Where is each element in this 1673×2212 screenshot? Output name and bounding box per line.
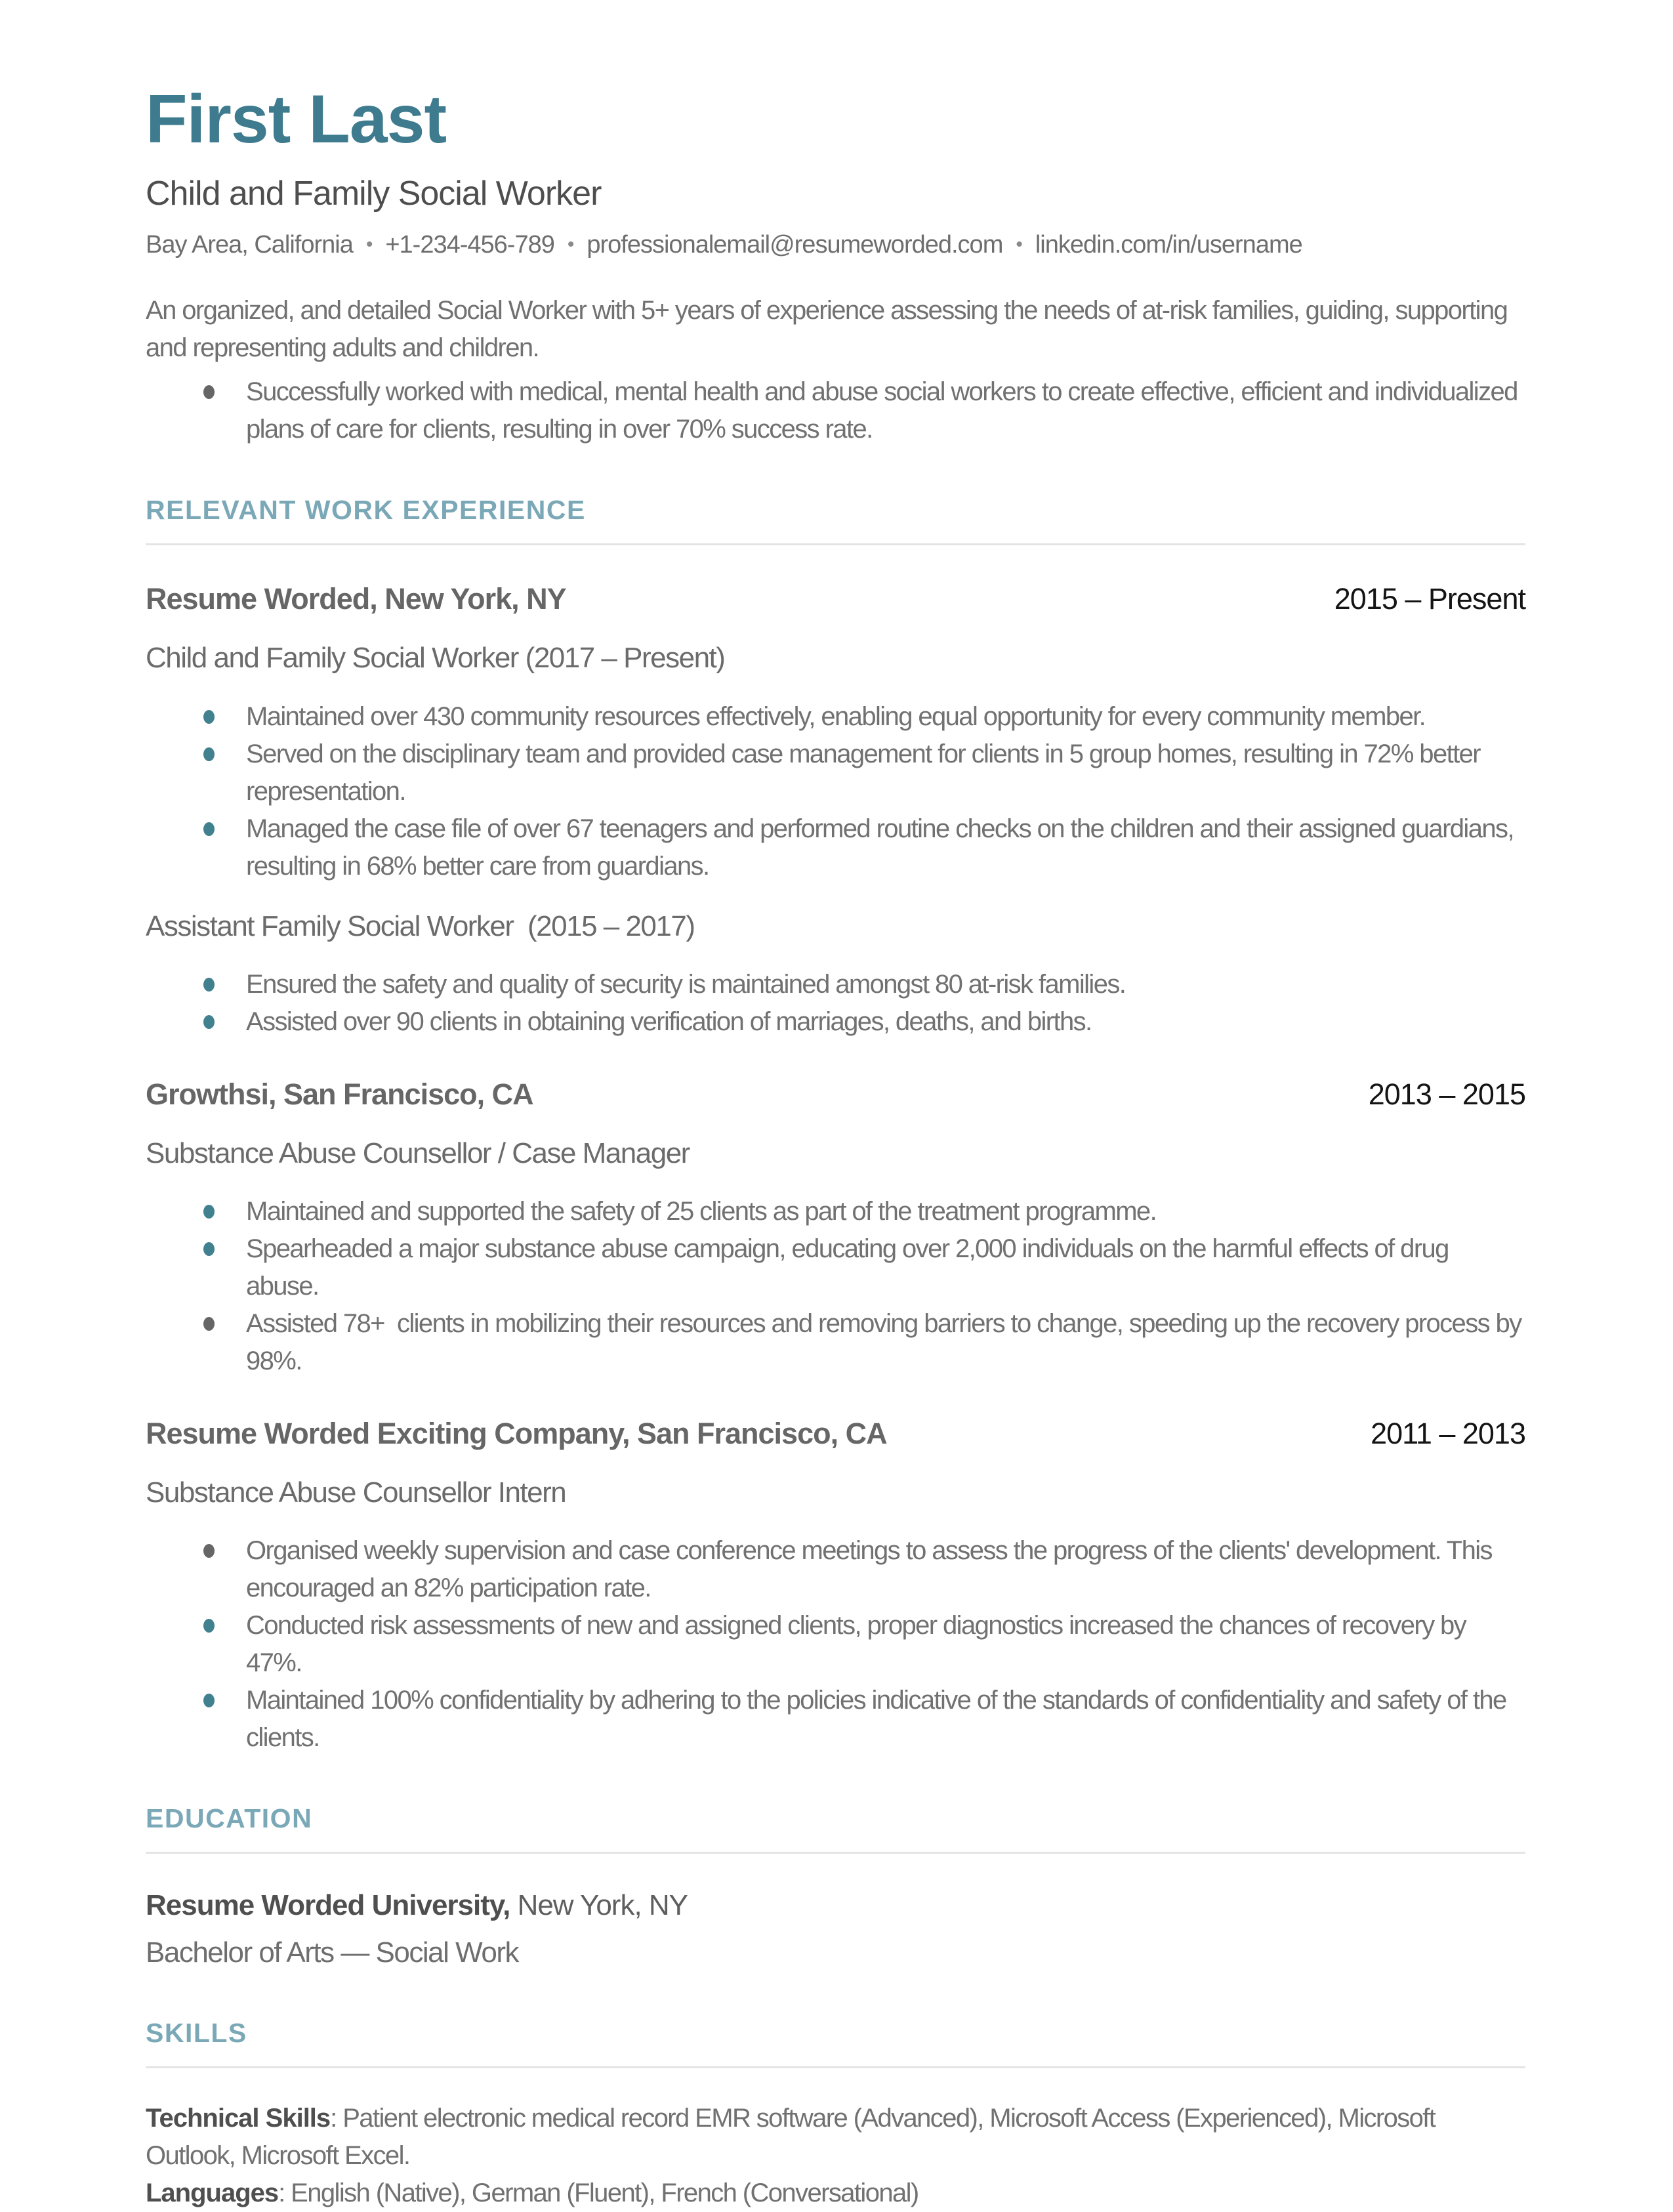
bullet-item	[146, 810, 1525, 885]
experience-heading: RELEVANT WORK EXPERIENCE	[146, 495, 586, 526]
bullet-dot-icon	[203, 1544, 215, 1558]
entry-header	[146, 1416, 1525, 1451]
bullet-item	[146, 1305, 1528, 1380]
role-title: Child and Family Social Worker (2017 – Present)	[146, 642, 725, 675]
role-bullet-list	[146, 698, 1525, 885]
role-bullet-list	[146, 1193, 1528, 1380]
skills-lines	[146, 2100, 1525, 2212]
experience-entry	[146, 1416, 1525, 1757]
contact-line	[146, 231, 1525, 259]
role-bullet-list	[146, 1532, 1525, 1757]
education-heading: EDUCATION	[146, 1803, 313, 1834]
bullet-item	[146, 966, 1525, 1003]
bullet-item	[146, 373, 1525, 448]
skill-label: Technical Skills	[146, 2103, 331, 2133]
skill-text: : Patient electronic medical record EMR software (Advanced), Microsoft Access (Experienced), Microsoft Outlook, Microsoft Excel.	[146, 2103, 1441, 2170]
bullet-text: Managed the case file of over 67 teenagers and performed routine checks on the children and their assigned guardians, resulting in 68% better care from guardians.	[246, 814, 1520, 881]
bullet-dot-icon	[203, 822, 215, 836]
separator-dot-icon: •	[365, 234, 373, 256]
date-range: 2011 – 2013	[1371, 1417, 1525, 1451]
company-name: Resume Worded Exciting Company, San Francisco, CA	[146, 1417, 887, 1451]
summary-bullet-list	[146, 373, 1525, 448]
bullet-dot-icon	[203, 1694, 215, 1707]
skills-heading: SKILLS	[146, 2017, 247, 2048]
bullet-dot-icon	[203, 710, 215, 724]
role-bullet-list	[146, 966, 1525, 1041]
bullet-text: Assisted over 90 clients in obtaining verification of marriages, deaths, and births.	[246, 1007, 1092, 1036]
bullet-dot-icon	[203, 978, 215, 991]
bullet-item	[146, 1193, 1525, 1230]
date-range: 2015 – Present	[1334, 582, 1525, 616]
bullet-text: Maintained over 430 community resources effectively, enabling equal opportunity for every community member.	[246, 701, 1426, 731]
bullet-dot-icon	[203, 747, 215, 761]
bullet-dot-icon	[203, 1619, 215, 1633]
contact-item: professionalemail@resumeworded.com	[587, 231, 1003, 259]
role	[146, 639, 1525, 885]
school-line	[146, 1887, 1525, 1924]
bullet-dot-icon	[203, 1317, 215, 1331]
degree-line: Bachelor of Arts — Social Work	[146, 1936, 518, 1969]
bullet-text: Spearheaded a major substance abuse campaign, educating over 2,000 individuals on the harmful effects of drug abuse.	[246, 1234, 1455, 1301]
summary-text: An organized, and detailed Social Worker with 5+ years of experience assessing the needs of at-risk families, guiding, supporting and representing adults and children.	[146, 296, 1514, 363]
bullet-item	[146, 1230, 1525, 1305]
section-divider	[146, 1852, 1525, 1854]
bullet-dot-icon	[203, 1242, 215, 1256]
bullet-text: Conducted risk assessments of new and assigned clients, proper diagnostics increased the chances of recovery by 47%.	[246, 1611, 1472, 1678]
separator-dot-icon: •	[567, 234, 574, 256]
contact-item: Bay Area, California	[146, 231, 353, 259]
resume-header	[146, 81, 1525, 259]
separator-dot-icon: •	[1016, 234, 1022, 256]
skill-text: : English (Native), German (Fluent), French (Conversational)	[278, 2178, 919, 2207]
company-name: Resume Worded, New York, NY	[146, 582, 566, 616]
contact-item: +1-234-456-789	[385, 231, 554, 259]
summary-section	[146, 292, 1525, 448]
date-range: 2013 – 2015	[1368, 1077, 1525, 1111]
school-name: Resume Worded University,	[146, 1889, 510, 1922]
bullet-text: Maintained and supported the safety of 25 clients as part of the treatment programme.	[246, 1197, 1157, 1226]
section-divider	[146, 543, 1525, 545]
entry-header	[146, 581, 1525, 617]
bullet-item	[146, 736, 1525, 810]
person-job-title: Child and Family Social Worker	[146, 175, 602, 213]
role-title: Assistant Family Social Worker (2015 – 2017)	[146, 909, 695, 942]
bullet-item	[146, 1003, 1525, 1041]
experience-section	[146, 495, 1528, 1757]
bullet-text: Maintained 100% confidentiality by adhering to the policies indicative of the standards of confidentiality and safety of the clients.	[246, 1686, 1513, 1753]
skills-section	[146, 2018, 1525, 2212]
role	[146, 1135, 1528, 1380]
bullet-text: Organised weekly supervision and case conference meetings to assess the progress of the clients' development. This encouraged an 82% participation rate.	[246, 1536, 1498, 1603]
bullet-item	[146, 1682, 1525, 1757]
bullet-item	[146, 698, 1525, 736]
school-location: New York, NY	[517, 1889, 688, 1922]
bullet-dot-icon	[203, 1205, 215, 1219]
experience-entry	[146, 1077, 1528, 1380]
bullet-text: Served on the disciplinary team and provided case management for clients in 5 group homes, resulting in 72% better representation.	[246, 739, 1487, 806]
role-title: Substance Abuse Counsellor Intern	[146, 1476, 566, 1509]
role	[146, 1474, 1525, 1757]
skill-line	[146, 2175, 1525, 2212]
bullet-dot-icon	[203, 385, 215, 399]
experience-entry	[146, 581, 1525, 1040]
bullet-item	[146, 1532, 1525, 1607]
contact-item: linkedin.com/in/username	[1035, 231, 1302, 259]
bullet-text: Assisted 78+ clients in mobilizing their resources and removing barriers to change, speeding up the recovery process by 98%.	[246, 1309, 1528, 1376]
role-title: Substance Abuse Counsellor / Case Manager	[146, 1137, 690, 1169]
section-divider	[146, 2066, 1525, 2068]
skill-label: Languages	[146, 2178, 279, 2207]
role	[146, 908, 1525, 1041]
person-name: First Last	[146, 81, 447, 157]
company-name: Growthsi, San Francisco, CA	[146, 1077, 533, 1111]
bullet-item	[146, 1607, 1525, 1682]
experience-entries	[146, 581, 1528, 1757]
bullet-dot-icon	[203, 1015, 215, 1029]
bullet-text: Successfully worked with medical, mental health and abuse social workers to create effective, efficient and individualized plans of care for clients, resulting in over 70% success rate.	[246, 377, 1524, 444]
education-section	[146, 1804, 1525, 1971]
skill-line	[146, 2100, 1525, 2175]
entry-header	[146, 1077, 1525, 1112]
bullet-text: Ensured the safety and quality of security is maintained amongst 80 at-risk families.	[246, 969, 1126, 999]
